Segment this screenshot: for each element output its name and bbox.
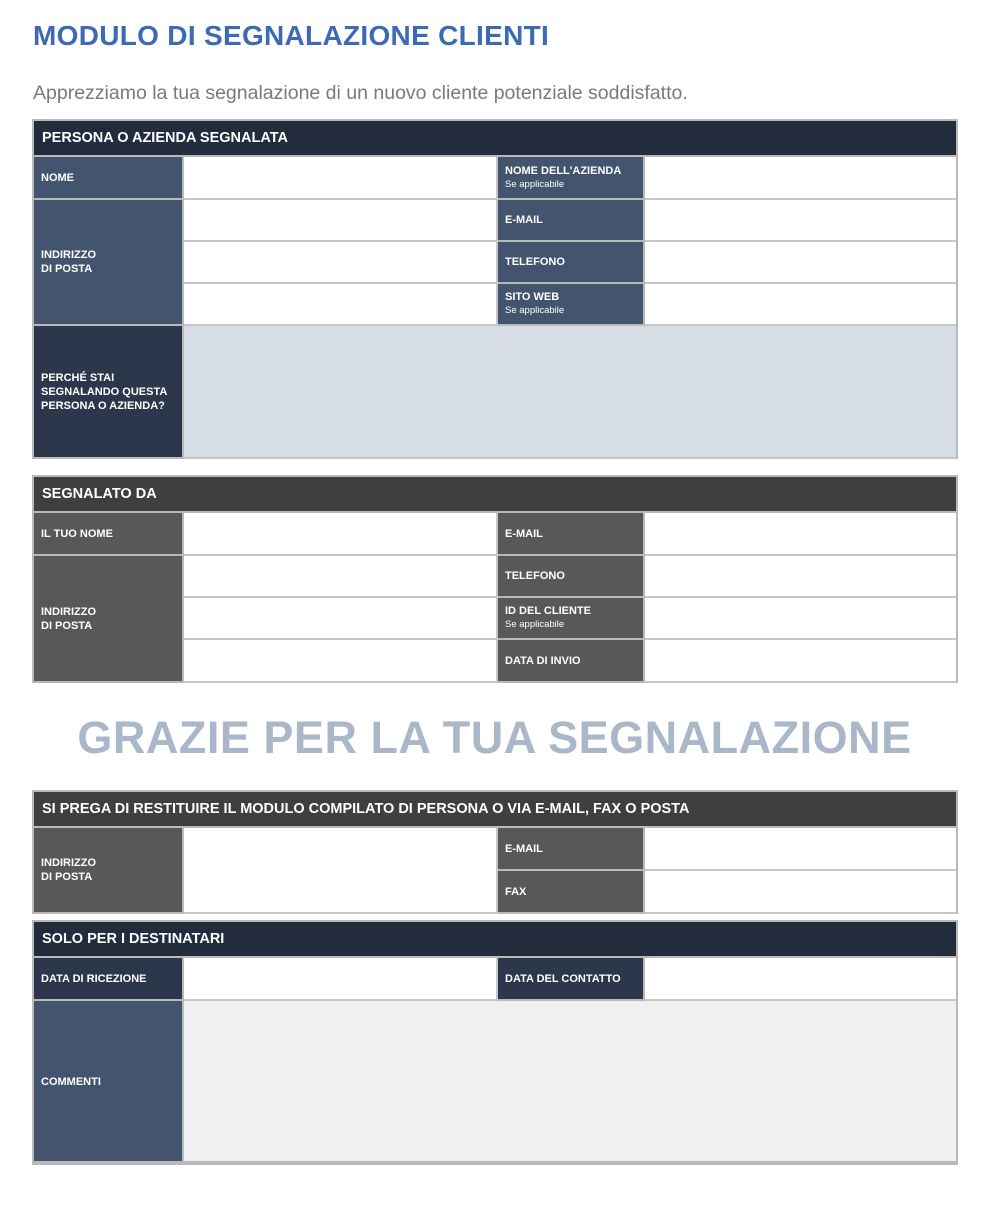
company-field[interactable] (645, 157, 956, 200)
email-field[interactable] (645, 200, 956, 242)
return-address-field[interactable] (184, 828, 498, 914)
phone-field[interactable] (645, 242, 956, 284)
referred-section (32, 119, 958, 459)
referrer-address-line-2[interactable] (184, 598, 498, 640)
referrer-address-line-3[interactable] (184, 640, 498, 683)
submit-date-label: DATA DI INVIO (498, 640, 645, 683)
your-name-label: IL TUO NOME (34, 513, 184, 556)
referrer-header: SEGNALATO DA (34, 477, 956, 513)
reason-field[interactable] (184, 326, 956, 459)
company-label: NOME DELL'AZIENDA Se applicabile (498, 157, 645, 200)
email-label: E-MAIL (498, 200, 645, 242)
your-name-field[interactable] (184, 513, 498, 556)
referrer-section (32, 475, 958, 683)
name-label: NOME (34, 157, 184, 200)
recipients-section (32, 920, 958, 1162)
address-label: INDIRIZZO DI POSTA (34, 200, 184, 326)
fax-label: FAX (498, 871, 645, 914)
address-field-line-2[interactable] (184, 242, 498, 284)
form-subtitle: Apprezziamo la tua segnalazione di un nuovo cliente potenziale soddisfatto. (33, 82, 688, 104)
client-id-field[interactable] (645, 598, 956, 640)
phone-label: TELEFONO (498, 242, 645, 284)
referrer-address-label: INDIRIZZO DI POSTA (34, 556, 184, 683)
return-section (32, 790, 958, 914)
client-id-label: ID DEL CLIENTE Se applicabile (498, 598, 645, 640)
return-email-field[interactable] (645, 828, 956, 871)
fax-field[interactable] (645, 871, 956, 914)
bottom-border (32, 1161, 958, 1165)
contact-date-label: DATA DEL CONTATTO (498, 958, 645, 1001)
return-address-label: INDIRIZZO DI POSTA (34, 828, 184, 914)
recipients-header: SOLO PER I DESTINATARI (34, 922, 956, 958)
referrer-phone-label: TELEFONO (498, 556, 645, 598)
reason-label: PERCHÉ STAI SEGNALANDO QUESTA PERSONA O AZIENDA? (34, 326, 184, 459)
website-field[interactable] (645, 284, 956, 326)
website-label: SITO WEB Se applicabile (498, 284, 645, 326)
return-email-label: E-MAIL (498, 828, 645, 871)
referred-header: PERSONA O AZIENDA SEGNALATA (34, 121, 956, 157)
referrer-phone-field[interactable] (645, 556, 956, 598)
name-field[interactable] (184, 157, 498, 200)
return-header: SI PREGA DI RESTITUIRE IL MODULO COMPILATO DI PERSONA O VIA E-MAIL, FAX O POSTA (34, 792, 956, 828)
address-field-line-3[interactable] (184, 284, 498, 326)
form-title: MODULO DI SEGNALAZIONE CLIENTI (33, 20, 550, 51)
received-date-label: DATA DI RICEZIONE (34, 958, 184, 1001)
referrer-email-field[interactable] (645, 513, 956, 556)
contact-date-field[interactable] (645, 958, 956, 1001)
referrer-email-label: E-MAIL (498, 513, 645, 556)
comments-field[interactable] (184, 1001, 956, 1162)
received-date-field[interactable] (184, 958, 498, 1001)
thank-you-banner: GRAZIE PER LA TUA SEGNALAZIONE (77, 712, 912, 763)
submit-date-field[interactable] (645, 640, 956, 683)
address-field-line-1[interactable] (184, 200, 498, 242)
referrer-address-line-1[interactable] (184, 556, 498, 598)
comments-label: COMMENTI (34, 1001, 184, 1162)
